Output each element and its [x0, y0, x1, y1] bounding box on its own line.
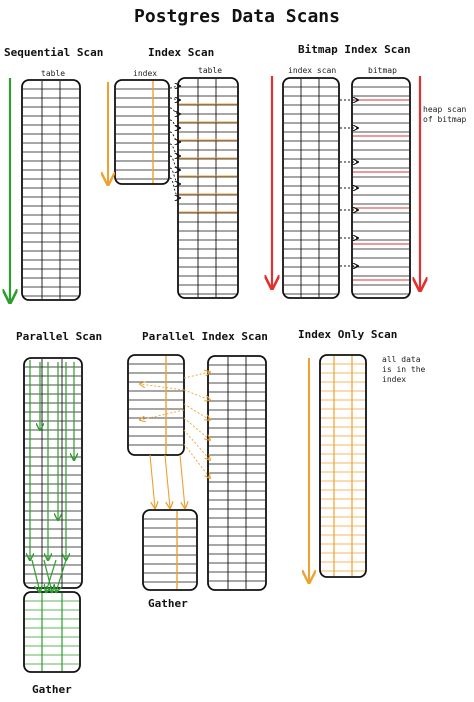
index-scan-table-label: table	[198, 66, 223, 75]
parallel-index-lookup-arrow	[184, 390, 210, 400]
diagram-title: Postgres Data Scans	[134, 6, 340, 27]
parallel-index-index-border	[128, 355, 184, 455]
parallel-index-index	[128, 355, 184, 455]
parallel-index-gather-arrow	[150, 455, 155, 508]
index-scan-index	[115, 80, 169, 184]
sequential-table-label: table	[41, 69, 66, 78]
bitmap-table-border	[352, 78, 410, 298]
parallel-index-table	[208, 356, 266, 590]
sequential-table	[22, 80, 80, 300]
parallel-index-gather-table	[143, 510, 197, 590]
parallel-index-lookup-arrow	[184, 444, 210, 478]
parallel-index-lookup-arrow	[184, 430, 210, 460]
tables-layer	[22, 78, 410, 672]
parallel-scan-table	[24, 358, 82, 588]
parallel-index-scan-title: Parallel Index Scan	[142, 330, 268, 343]
index-only-scan-title: Index Only Scan	[298, 328, 398, 341]
index-scan-index-border	[115, 80, 169, 184]
sequential-scan-title: Sequential Scan	[4, 46, 104, 59]
index-only-note: all data is in the index	[382, 355, 426, 384]
bitmap-label: bitmap	[368, 66, 397, 75]
parallel-index-lookup-arrow	[184, 404, 210, 420]
parallel-scan-table-border	[24, 358, 82, 588]
index-scan-table	[178, 78, 238, 298]
parallel-index-gather-label: Gather	[148, 597, 188, 610]
parallel-gather-label: Gather	[32, 683, 72, 696]
parallel-gather-table	[24, 592, 80, 672]
parallel-index-gather-arrow	[180, 455, 185, 508]
bitmap-index-scan-label: index scan	[288, 66, 337, 75]
index-only-table	[320, 355, 366, 577]
parallel-gather-table-border	[24, 592, 80, 672]
bitmap-table	[352, 78, 410, 298]
parallel-index-lookup-arrow	[184, 372, 210, 378]
parallel-index-gather-table-border	[143, 510, 197, 590]
index-scan-index-label: index	[133, 69, 158, 78]
parallel-index-gather-arrow	[165, 455, 170, 508]
bitmap-scan-title: Bitmap Index Scan	[298, 43, 411, 56]
sequential-table-border	[22, 80, 80, 300]
parallel-scan-title: Parallel Scan	[16, 330, 103, 343]
index-scan-title: Index Scan	[148, 46, 215, 59]
bitmap-index-scan-table-border	[283, 78, 339, 298]
index-scan-table-border	[178, 78, 238, 298]
heap-scan-note: heap scan of bitmap	[423, 105, 467, 124]
bitmap-index-scan-table	[283, 78, 339, 298]
parallel-index-lookup-arrow	[184, 418, 210, 440]
